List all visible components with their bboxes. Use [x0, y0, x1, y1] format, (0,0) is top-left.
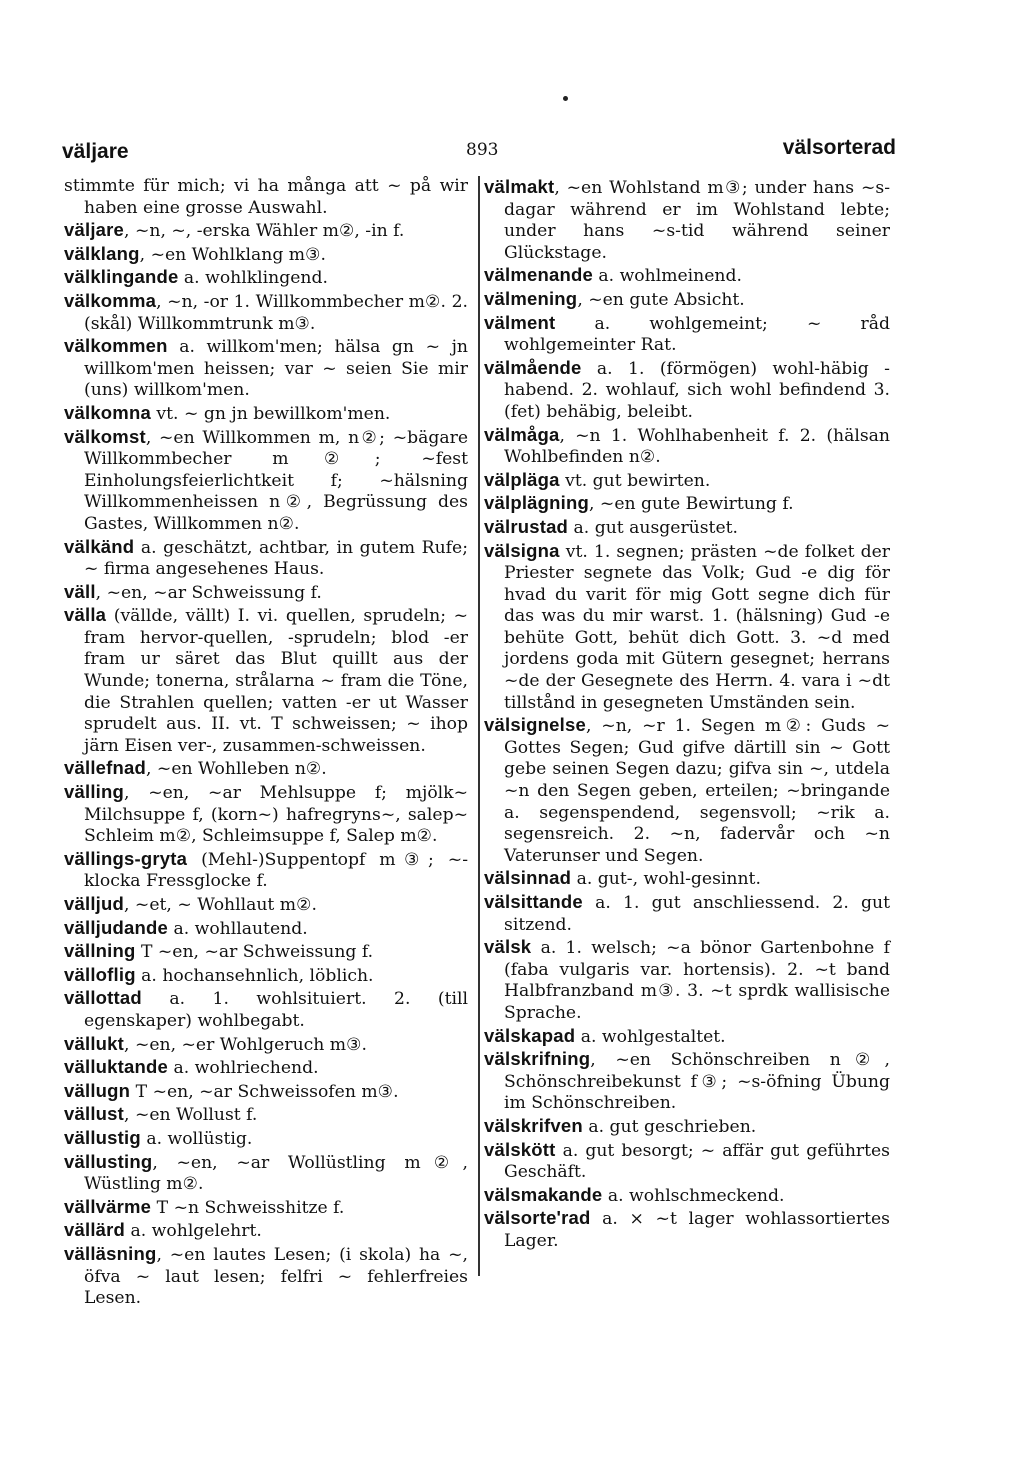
- dictionary-entry: välljud, ~et, ~ Wohllaut m②.: [64, 893, 317, 915]
- entry-headword: välkommen: [64, 335, 168, 357]
- dictionary-entry: välmening, ~en gute Absicht.: [484, 287, 745, 310]
- dictionary-entry: välmående a. 1. (förmögen) wohl-häbig -habend. 2. wohlauf, sich wohl befindend 3. (fet) behäbig, beleibt.: [484, 356, 890, 422]
- entry-headword: vällustig: [64, 1126, 141, 1148]
- entry-headword: vällukt: [64, 1032, 125, 1054]
- dictionary-entry: välläsning, ~en lautes Lesen; (i skola) ha ~, öfva ~ laut lesen; felfri ~ fehlerfreies Lesen.: [64, 1242, 468, 1309]
- entry-headword: välrustad: [484, 515, 569, 537]
- dictionary-entry: välrustad a. gut ausgerüstet.: [484, 515, 739, 538]
- dictionary-entry: välla (vällde, vällt) I. vi. quellen, sprudeln; ~ fram hervor-quellen, -sprudeln; blod -er fram ur säret das Blut quillt aus der Wunde; tonerna, strålarna ~ fram die Töne, die Strahlen quellen; vatten -er ut Wasser sprudelt aus. II. vt. T schweissen; ~ ihop järn Eisen ver-, zusammen-schweissen.: [64, 604, 468, 756]
- entry-headword: välmåga: [484, 423, 560, 445]
- dictionary-entry: välskött a. gut besorgt; ~ affär gut geführtes Geschäft.: [484, 1138, 890, 1183]
- dictionary-entry: välment a. wohlgemeint; ~ råd wohlgemeinter Rat.: [484, 311, 890, 356]
- dictionary-entry: välklang, ~en Wohlklang m③.: [64, 242, 326, 265]
- entry-headword: välskött: [484, 1138, 556, 1160]
- entry-headword: välla: [64, 604, 107, 626]
- entry-headword: välsinnad: [484, 867, 572, 889]
- entry-headword: välmenande: [484, 264, 593, 286]
- dictionary-entry: välloflig a. hochansehnlich, löblich.: [64, 963, 374, 986]
- printer-mark: [563, 96, 568, 101]
- entry-headword: vällefnad: [64, 757, 146, 779]
- entry-headword: välsmakande: [484, 1183, 603, 1205]
- entry-headword: välsigna: [484, 539, 560, 561]
- entry-headword: väljare: [64, 219, 125, 241]
- dictionary-entry: vällugn T ~en, ~ar Schweissofen m③.: [64, 1079, 399, 1102]
- entry-headword: välsorte'rad: [484, 1207, 591, 1229]
- dictionary-entry: välskrifning, ~en Schönschreiben n②, Schönschreibekunst f③; ~s-öfning Übung im Schönschreiben.: [484, 1048, 890, 1114]
- dictionary-entry: vällust, ~en Wollust f.: [64, 1103, 258, 1126]
- dictionary-entry: vällukt, ~en, ~er Wohlgeruch m③.: [64, 1032, 367, 1055]
- dictionary-entry: välklingande a. wohlklingend.: [64, 266, 328, 289]
- left-column: [64, 176, 468, 1310]
- dictionary-entry: välkomna vt. ~ gn jn bewillkom'men.: [64, 401, 391, 424]
- dictionary-entry: välmåga, ~n 1. Wohlhabenheit f. 2. (hälsan Wohlbefinden n②.: [484, 423, 890, 468]
- entry-headword: välloflig: [64, 963, 136, 985]
- dictionary-entry: välsignelse, ~n, ~r 1. Segen m②: Guds ~ Gottes Segen; Gud gifve därtill sin ~ Gott gebe seinen Segen dazu; gifva sin ~, utdela ~n den Segen geben, erteilen; ~bringande a. segenspendend, segensvoll; ~rik a. segensreich. 2. ~n, fadervår och ~n Vaterunser und Segen.: [484, 714, 890, 866]
- entry-headword: välkomna: [64, 401, 151, 423]
- column-divider: [478, 176, 480, 1276]
- dictionary-entry: välsigna vt. 1. segnen; prästen ~de folket der Priester segnete das Volk; Gud -e dig för hvad du varit för mig Gott segne dich für das was du mir warst. 1. (hälsning) Gud -e behüte Gott, behüt dich Gott. 3. ~d med jordens goda mit Gütern gesegnet; herrans ~de der Gesegnete des Herrn. 4. vara i ~dt tillstånd in gesegneten Umständen sein.: [484, 539, 890, 713]
- entry-headword: välment: [484, 311, 556, 333]
- entry-headword: välling: [64, 781, 124, 803]
- dictionary-entry: väljare, ~n, ~, -erska Wähler m②, -in f.: [64, 219, 405, 242]
- dictionary-entry: välplägning, ~en gute Bewirtung f.: [484, 492, 794, 515]
- entry-headword: vällärd: [64, 1219, 126, 1241]
- dictionary-entry: välsittande a. 1. gut anschliessend. 2. gut sitzend.: [484, 891, 890, 935]
- entry-headword: välsittande: [484, 891, 583, 912]
- dictionary-entry: vällärd a. wohlgelehrt.: [64, 1219, 262, 1242]
- entry-headword: välmående: [484, 356, 582, 378]
- dictionary-entry: välkomma, ~n, -or 1. Willkommbecher m②. 2. (skål) Willkommtrunk m③.: [64, 289, 468, 334]
- entry-headword: välljudande: [64, 916, 168, 938]
- entry-headword: vällottad: [64, 987, 142, 1009]
- dictionary-entry: välling, ~en, ~ar Mehlsuppe f; mjölk~ Milchsuppe f, (korn~) hafregryns~, salep~ Schleim m②, Schleimsuppe f, Salep m②.: [64, 781, 468, 847]
- dictionary-entry: välpläga vt. gut bewirten.: [484, 468, 711, 491]
- entry-headword: välklingande: [64, 266, 179, 288]
- dictionary-entry: välluktande a. wohlriechend.: [64, 1056, 319, 1079]
- dictionary-entry: välsk a. 1. welsch; ~a bönor Gartenbohne f (faba vulgaris var. hortensis). 2. ~t band Halbfranzband m③. 3. ~t sprdk wallisische Sprache.: [484, 936, 890, 1023]
- dictionary-entry: välkomst, ~en Willkommen m, n②; ~bägare Willkommbecher m②; ~fest Einholungsfeierlichtkeit f; ~hälsning Willkommenheissen n②, Begrüssung des Gastes, Willkommen n②.: [64, 425, 468, 534]
- dictionary-entry: välkommen a. willkom'men; hälsa gn ~ jn willkom'men heissen; var ~ seien Sie mir (uns) willkom'men.: [64, 335, 468, 401]
- entry-headword: välplägning: [484, 492, 589, 514]
- dictionary-entry: välljudande a. wohllautend.: [64, 916, 308, 939]
- entry-headword: väll: [64, 580, 96, 602]
- entry-headword: välskrifning: [484, 1048, 591, 1070]
- entry-headword: välluktande: [64, 1056, 168, 1078]
- dictionary-entry: välskapad a. wohlgestaltet.: [484, 1024, 726, 1047]
- dictionary-entry: vällning T ~en, ~ar Schweissung f.: [64, 940, 374, 963]
- entry-headword: välkomma: [64, 289, 157, 311]
- entry-headword: välmakt: [484, 176, 555, 197]
- dictionary-entry: vällusting, ~en, ~ar Wollüstling m②, Wüstling m②.: [64, 1150, 468, 1195]
- right-column: [484, 176, 890, 1253]
- dictionary-entry: välskrifven a. gut geschrieben.: [484, 1114, 757, 1137]
- dictionary-entry: vällvärme T ~n Schweisshitze f.: [64, 1195, 345, 1218]
- dictionary-entry: välsmakande a. wohlschmeckend.: [484, 1183, 785, 1206]
- dictionary-entry: välsorte'rad a. × ~t lager wohlassortiertes Lager.: [484, 1207, 890, 1251]
- entry-headword: välsk: [484, 936, 532, 958]
- entry-headword: välkomst: [64, 425, 146, 447]
- entry-headword: välkänd: [64, 535, 135, 557]
- entry-headword: välläsning: [64, 1242, 157, 1264]
- dictionary-entry: vällings-gryta (Mehl-)Suppentopf m③; ~-klocka Fressglocke f.: [64, 847, 468, 892]
- running-head-right: välsorterad: [782, 136, 896, 159]
- running-head-left: väljare: [62, 140, 129, 163]
- dictionary-entry: vällustig a. wollüstig.: [64, 1126, 253, 1149]
- entry-headword: välklang: [64, 242, 140, 264]
- dictionary-entry: välsinnad a. gut-, wohl-gesinnt.: [484, 867, 761, 890]
- entry-headword: vällings-gryta: [64, 847, 188, 869]
- dictionary-entry: välmakt, ~en Wohlstand m③; under hans ~s-dagar während er im Wohlstand lebte; under hans ~s-tid während seiner Glückstage.: [484, 176, 890, 263]
- entry-headword: vällust: [64, 1103, 125, 1125]
- entry-headword: vällusting: [64, 1150, 153, 1172]
- dictionary-entry: vällottad a. 1. wohlsituiert. 2. (till egenskaper) wohlbegabt.: [64, 987, 468, 1031]
- entry-headword: välmening: [484, 287, 578, 309]
- dictionary-entry: väll, ~en, ~ar Schweissung f.: [64, 580, 322, 603]
- dictionary-entry: välkänd a. geschätzt, achtbar, in gutem Rufe; ~ firma angesehenes Haus.: [64, 535, 468, 580]
- dictionary-entry: vällefnad, ~en Wohlleben n②.: [64, 757, 327, 780]
- page-number: 893: [466, 140, 499, 160]
- entry-headword: välsignelse: [484, 714, 586, 736]
- entry-headword: välskapad: [484, 1024, 576, 1046]
- entry-headword: vällvärme: [64, 1195, 152, 1217]
- entry-headword: välpläga: [484, 468, 560, 490]
- entry-headword: välljud: [64, 893, 124, 914]
- entry-headword: vällugn: [64, 1079, 131, 1101]
- dictionary-entry: välmenande a. wohlmeinend.: [484, 264, 742, 287]
- dictionary-entry: stimmte für mich; vi ha många att ~ på wir haben eine grosse Auswahl.: [64, 176, 468, 218]
- entry-headword: välskrifven: [484, 1114, 583, 1136]
- entry-headword: vällning: [64, 940, 136, 962]
